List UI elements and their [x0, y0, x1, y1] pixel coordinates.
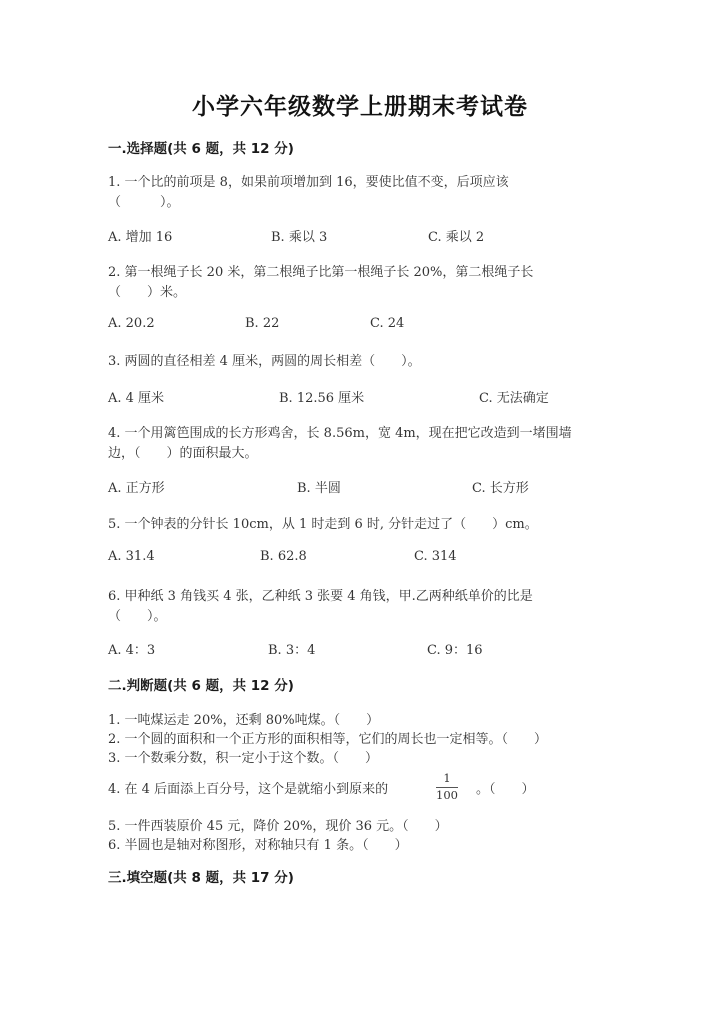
question-6-option-b: B. 3：4 [268, 643, 316, 658]
question-5-option-c: C. 314 [414, 549, 457, 564]
question-6-line-1: 6. 甲种纸 3 角钱买 4 张，乙种纸 3 张要 4 角钱，甲.乙两种纸单价的比是 [108, 589, 533, 604]
question-1-option-b: B. 乘以 3 [271, 230, 328, 245]
question-3-option-a: A. 4 厘米 [108, 391, 165, 406]
question-1-option-a: A. 增加 16 [108, 230, 173, 245]
section-heading-true-false: 二.判断题(共 6 题，共 12 分) [108, 678, 294, 694]
question-2-option-b: B. 22 [245, 316, 280, 331]
judgement-item-1: 1. 一吨煤运走 20%，还剩 80%吨煤。（ ） [108, 713, 380, 728]
question-5-option-a: A. 31.4 [108, 549, 155, 564]
judgement-item-4: 4. 在 4 后面添上百分号，这个是就缩小到原来的 [108, 782, 389, 797]
question-4-option-b: B. 半圆 [297, 481, 341, 496]
question-4-option-a: A. 正方形 [108, 481, 165, 496]
judgement-item-2: 2. 一个圆的面积和一个正方形的面积相等，它们的周长也一定相等。（ ） [108, 732, 548, 747]
question-3-option-c: C. 无法确定 [479, 391, 549, 406]
question-6-option-a: A. 4：3 [108, 643, 156, 658]
question-6-option-c: C. 9：16 [427, 643, 483, 658]
question-6-line-2: （ ）。 [108, 609, 167, 624]
question-5-option-b: B. 62.8 [260, 549, 307, 564]
question-5-line-1: 5. 一个钟表的分针长 10cm，从 1 时走到 6 时, 分针走过了（ ）cm。 [108, 517, 538, 532]
question-4-option-c: C. 长方形 [472, 481, 529, 496]
judgement-item-5: 5. 一件西装原价 45 元，降价 20%，现价 36 元。（ ） [108, 819, 448, 834]
section-heading-fill-in-blank: 三.填空题(共 8 题，共 17 分) [108, 870, 294, 886]
question-2-line-1: 2. 第一根绳子长 20 米，第二根绳子比第一根绳子长 20%，第二根绳子长 [108, 265, 534, 280]
section-heading-multiple-choice: 一.选择题(共 6 题，共 12 分) [108, 141, 294, 157]
judgement-item-4-suffix: 。（ ） [476, 782, 535, 797]
question-1-option-c: C. 乘以 2 [428, 230, 485, 245]
question-3-line-1: 3. 两圆的直径相差 4 厘米，两圆的周长相差（ ）。 [108, 354, 421, 369]
fraction-denominator: 100 [436, 787, 458, 802]
question-2-option-c: C. 24 [370, 316, 405, 331]
question-1-line-1: 1. 一个比的前项是 8，如果前项增加到 16，要使比值不变，后项应该 [108, 175, 509, 190]
judgement-item-3: 3. 一个数乘分数，积一定小于这个数。（ ） [108, 751, 379, 766]
fraction-one-hundredth [436, 773, 458, 801]
question-4-line-1: 4. 一个用篱笆围成的长方形鸡舍，长 8.56m，宽 4m，现在把它改造到一堵围墙 [108, 426, 572, 441]
question-2-option-a: A. 20.2 [108, 316, 155, 331]
question-3-option-b: B. 12.56 厘米 [279, 391, 365, 406]
question-2-line-2: （ ）米。 [108, 285, 187, 300]
page-title: 小学六年级数学上册期末考试卷 [192, 94, 528, 120]
question-4-line-2: 边，（ ）的面积最大。 [108, 446, 258, 461]
question-1-line-2: （ ）。 [108, 195, 180, 210]
judgement-item-6: 6. 半圆也是轴对称图形，对称轴只有 1 条。（ ） [108, 838, 408, 853]
fraction-numerator: 1 [443, 771, 451, 785]
